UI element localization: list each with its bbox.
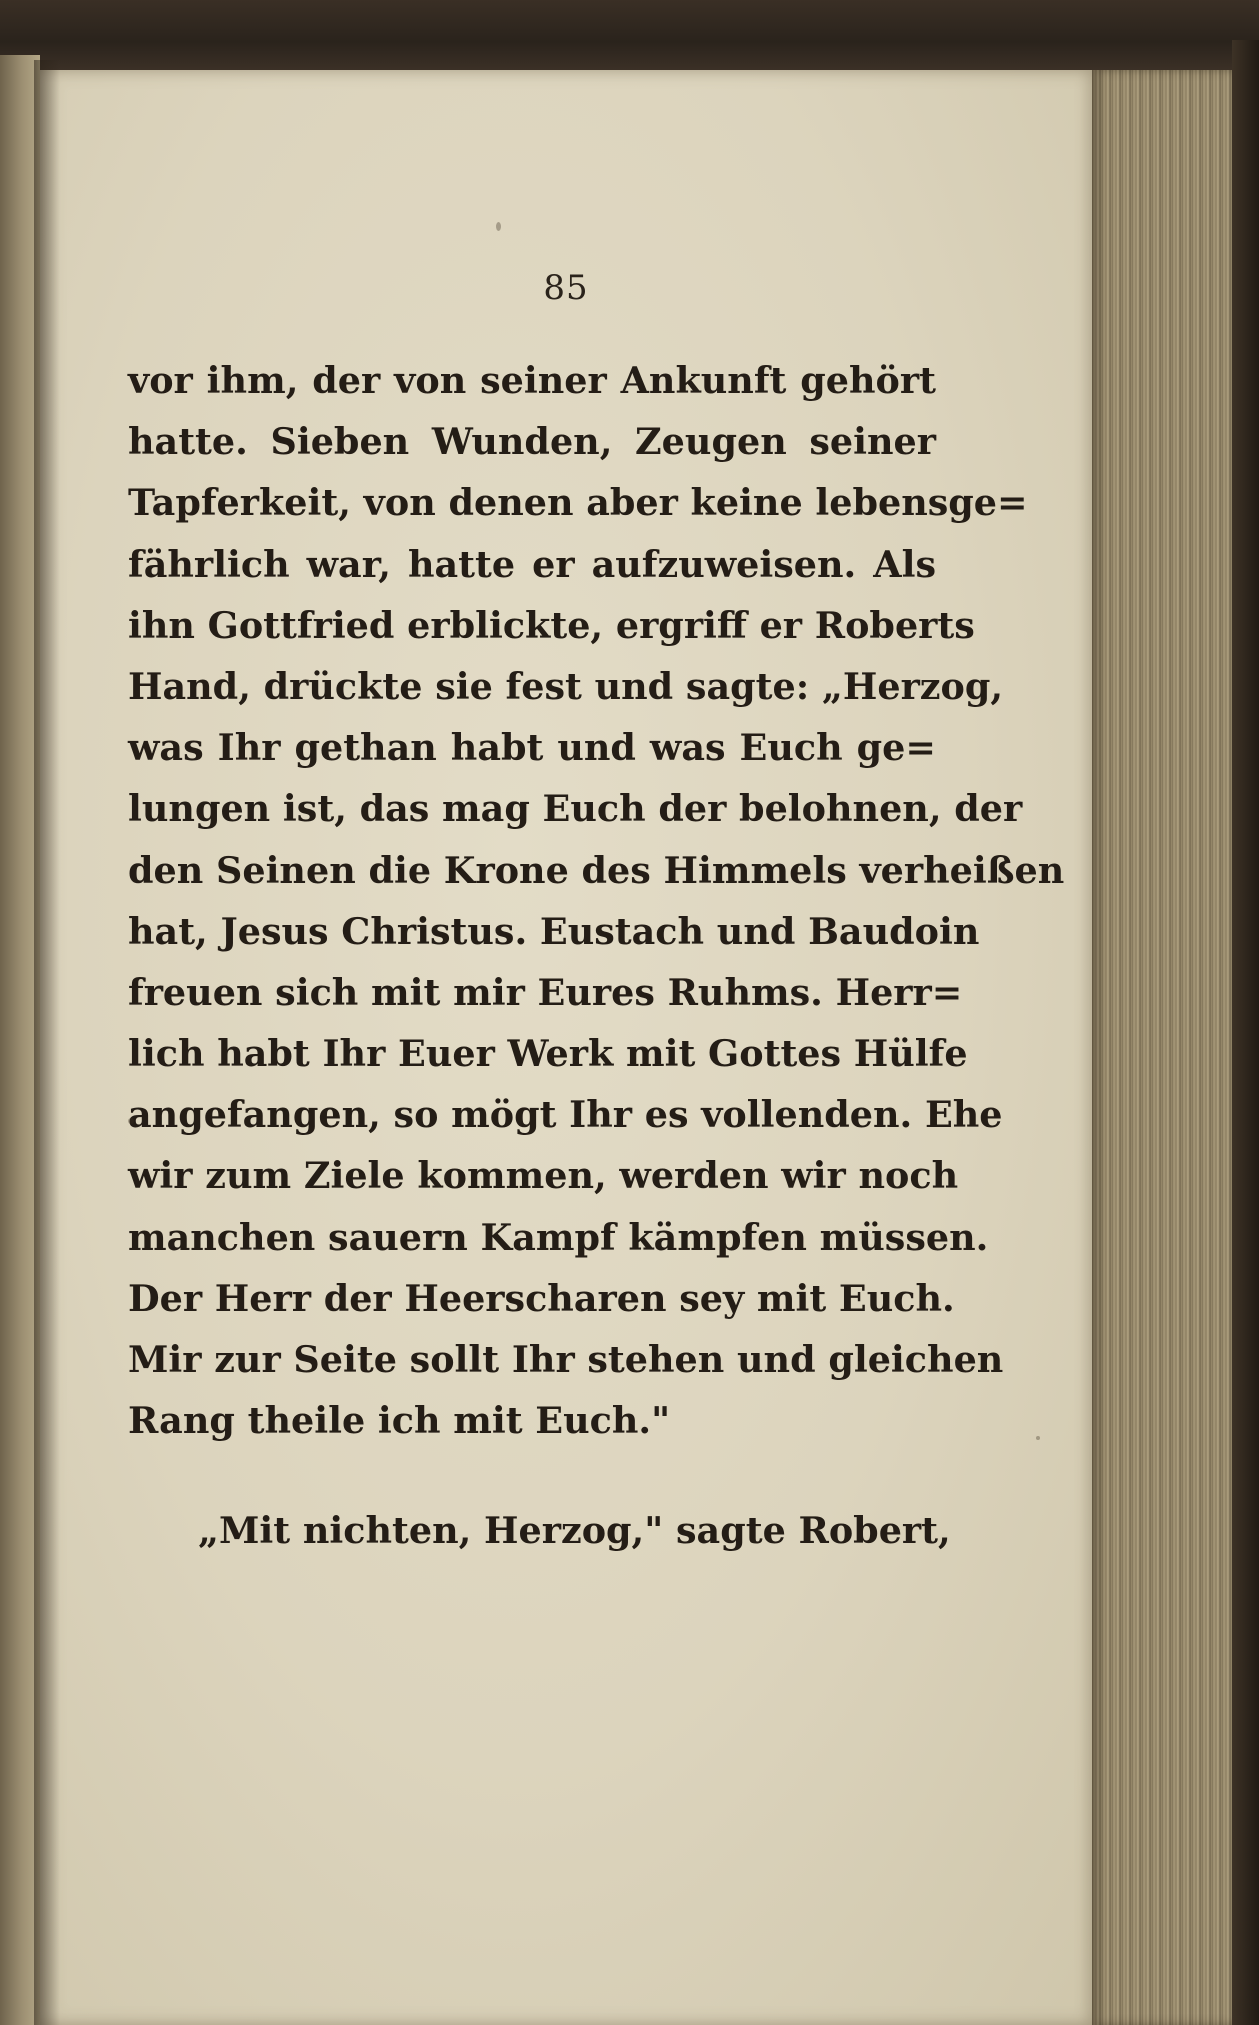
text-line: was Ihr gethan habt und was Euch ge=	[128, 726, 936, 770]
paper-speck	[1036, 1436, 1040, 1440]
text-line: manchen sauern Kampf kämpfen müssen.	[128, 1215, 989, 1259]
body-text	[128, 350, 1065, 1562]
text-line: hat, Jesus Christus. Eustach und Baudoin	[128, 909, 980, 953]
page	[40, 70, 1092, 2025]
page-number: 85	[543, 268, 589, 308]
text-line: angefangen, so mögt Ihr es vollenden. Ehe	[128, 1093, 1003, 1137]
text-line: Tapferkeit, von denen aber keine lebensge=	[128, 481, 1028, 525]
text-line: den Seinen die Krone des Himmels verheißen	[128, 848, 1065, 892]
paper-speck	[496, 222, 501, 231]
page-block-edges	[1092, 70, 1232, 2025]
text-line: vor ihm, der von seiner Ankunft gehört	[128, 359, 936, 402]
text-line: lungen ist, das mag Euch der belohnen, der	[128, 787, 1023, 831]
paper-speck	[128, 1118, 134, 1124]
text-line: Hand, drückte sie fest und sagte: „Herzog,	[128, 664, 1004, 708]
text-line: fährlich war, hatte er aufzuweisen. Als	[128, 542, 936, 586]
text-line: wir zum Ziele kommen, werden wir noch	[128, 1154, 959, 1198]
text-line: Der Herr der Heerscharen sey mit Euch.	[128, 1276, 955, 1320]
binding-top	[0, 0, 1259, 70]
quote-line: „Mit nichten, Herzog," sagte Robert,	[198, 1509, 951, 1553]
text-line: hatte. Sieben Wunden, Zeugen seiner	[128, 420, 936, 464]
gutter-shadow	[34, 60, 60, 2025]
text-line: Rang theile ich mit Euch."	[128, 1399, 671, 1443]
text-line: ihn Gottfried erblickte, ergriff er Roberts	[128, 603, 975, 647]
text-line: lich habt Ihr Euer Werk mit Gottes Hülfe	[128, 1032, 968, 1076]
text-line: Mir zur Seite sollt Ihr stehen und gleichen	[128, 1338, 1004, 1381]
text-line: freuen sich mit mir Eures Ruhms. Herr=	[128, 970, 963, 1014]
book-cover-edge	[1232, 40, 1259, 2025]
